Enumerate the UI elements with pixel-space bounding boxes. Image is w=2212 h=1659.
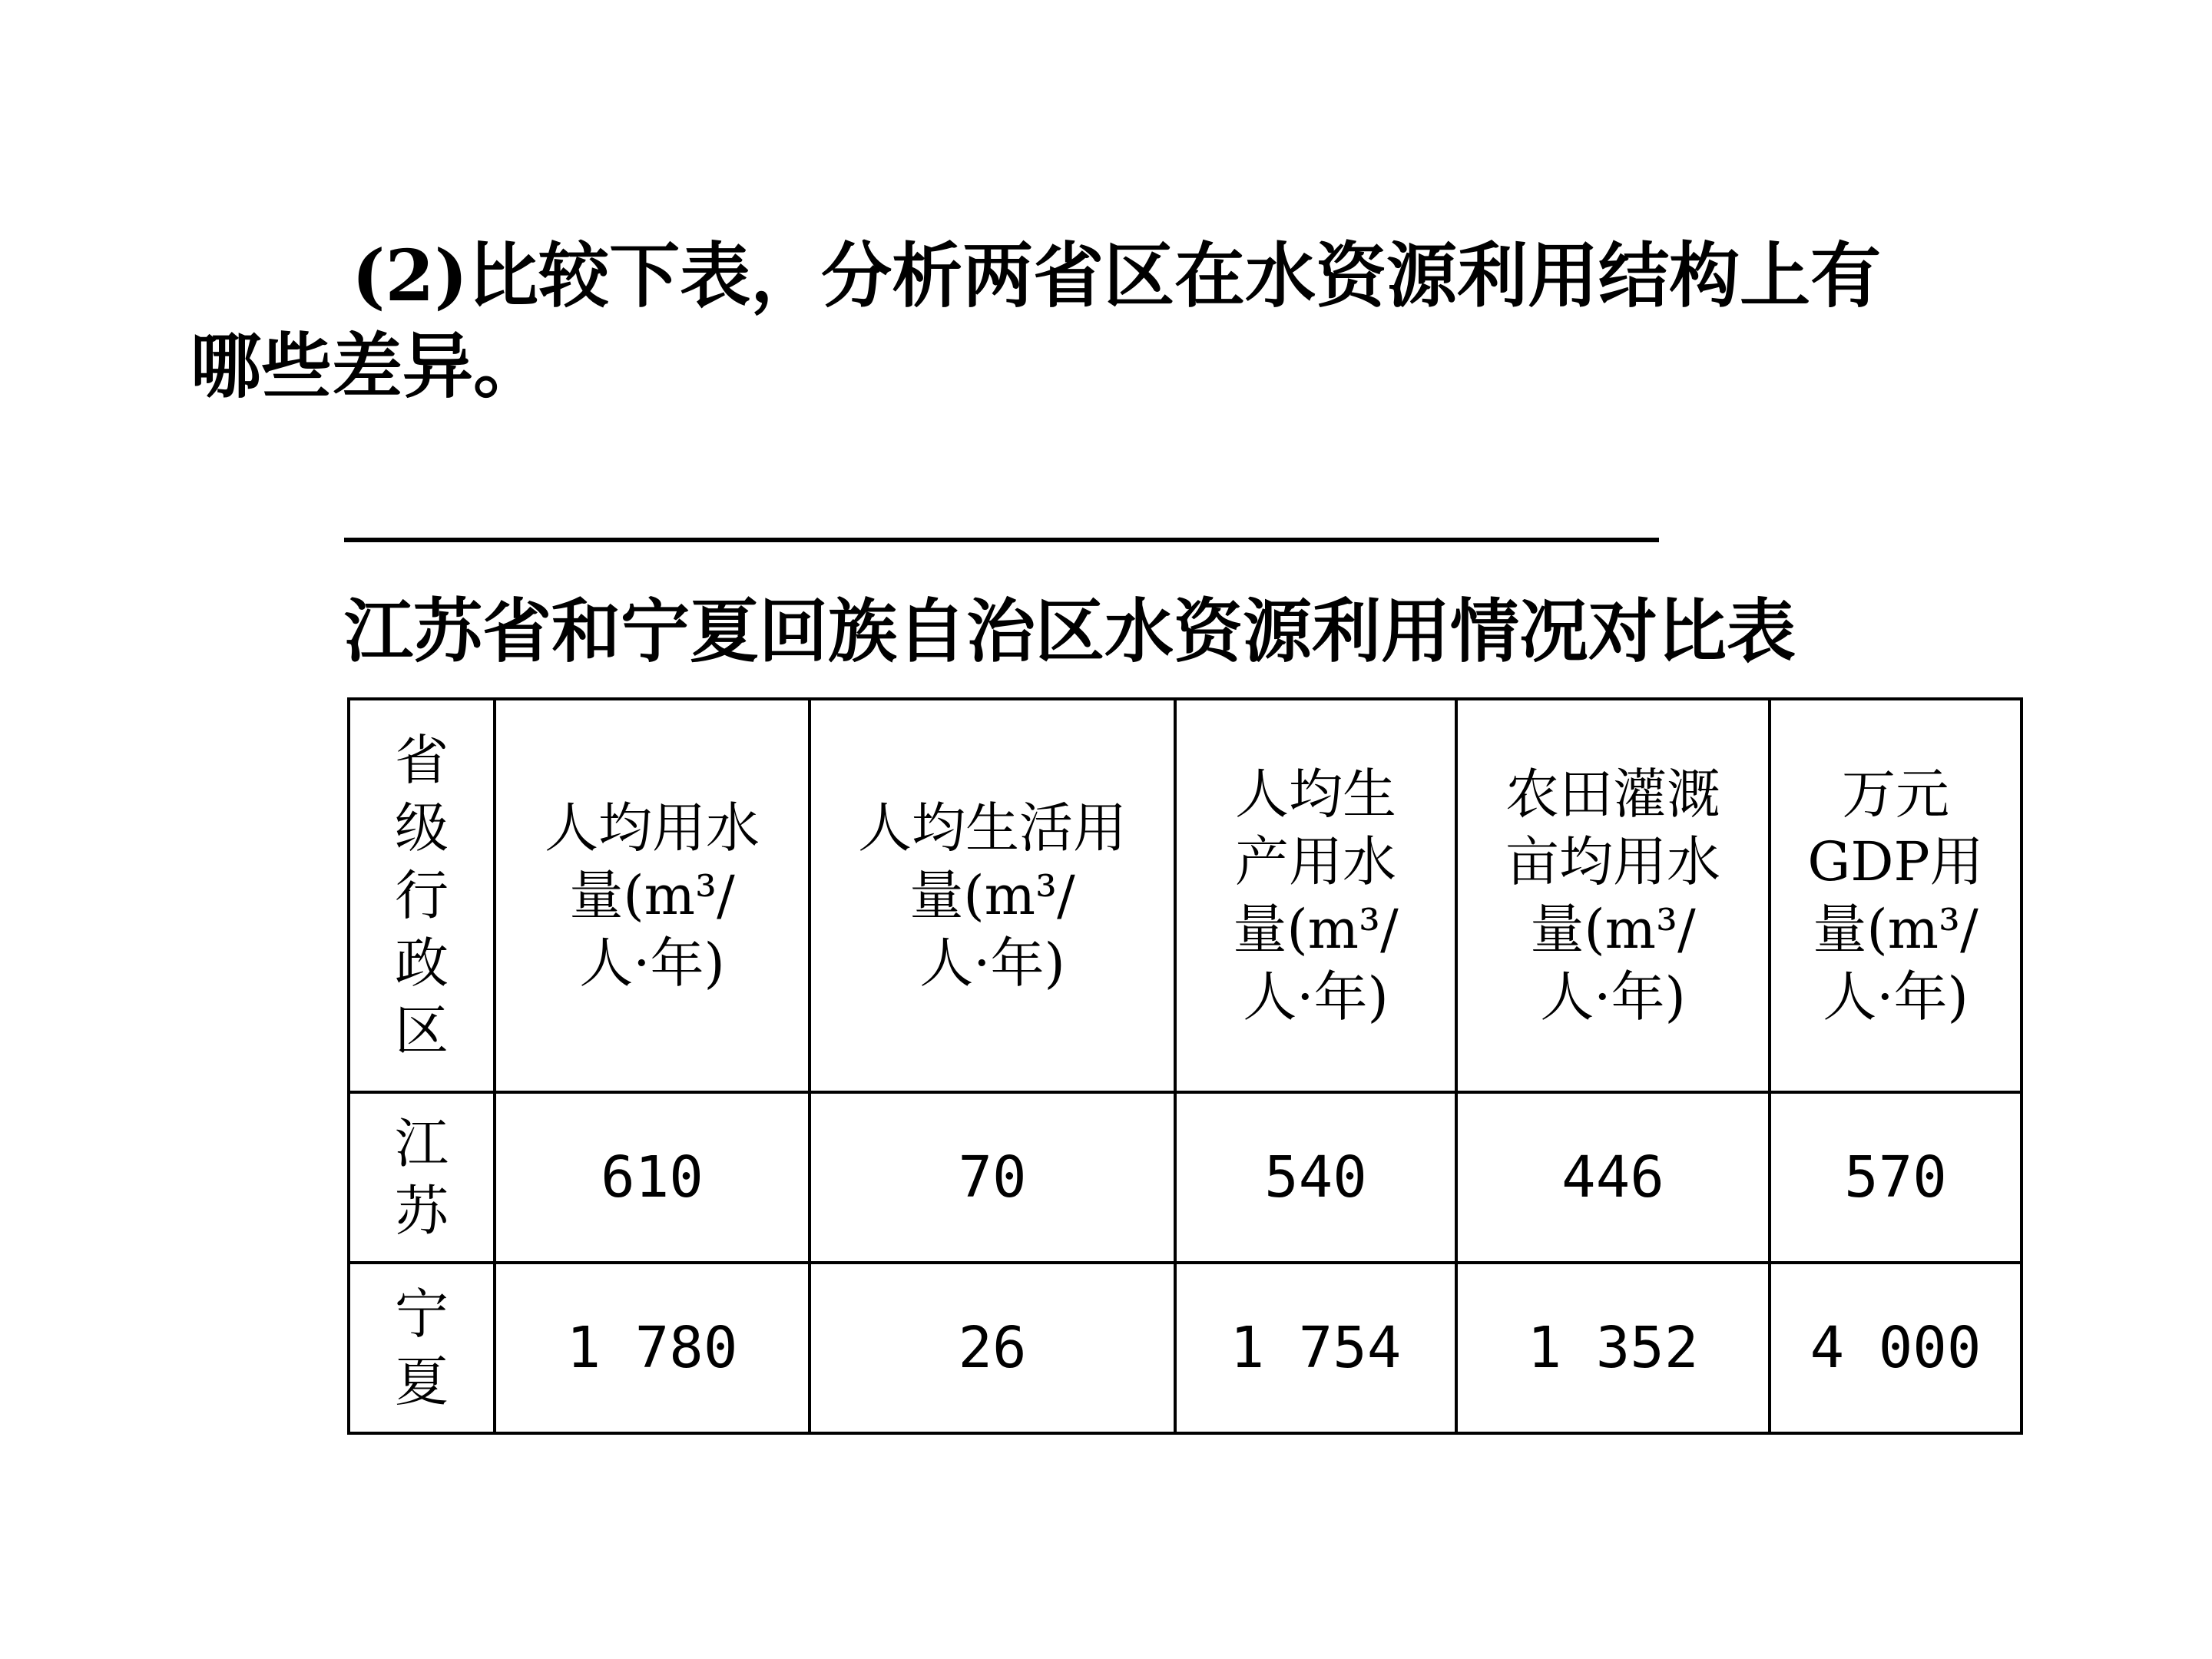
table-row [349,1092,2022,1263]
question-line-2: 哪些差异。 [190,325,545,408]
answer-blank-line [344,538,1659,542]
question-line-1: (2)比较下表，分析两省区在水资源利用结构上有 [352,234,1882,317]
table-cell: 570 [1770,1092,2022,1263]
table-cell: 610 [495,1092,810,1263]
header-cell-per-capita-production: 人均生 产用水 量(m³/ 人·年) [1175,699,1456,1092]
row-label-cell [349,1092,495,1263]
header-cell-per-capita-water: 人均用水 量(m³/ 人·年) [495,699,810,1092]
table-cell: 70 [810,1092,1175,1263]
table-row [349,1263,2022,1433]
table-title: 江苏省和宁夏回族自治区水资源利用情况对比表 [344,591,1796,672]
comparison-table [347,697,2023,1435]
row-label-jiangsu: 江苏 [395,1112,449,1243]
table-header-row [349,699,2022,1092]
table-cell: 26 [810,1263,1175,1433]
question-text [190,230,2049,412]
table-cell: 1 754 [1175,1263,1456,1433]
header-cell-per-10k-gdp: 万元 GDP用 量(m³/ 人·年) [1770,699,2022,1092]
header-cell-region [349,699,495,1092]
table-cell: 540 [1175,1092,1456,1263]
header-region-label: 省级行政区 [395,729,449,1062]
row-label-cell [349,1263,495,1433]
header-cell-irrigation-per-mu: 农田灌溉 亩均用水 量(m³/ 人·年) [1456,699,1770,1092]
table-cell: 4 000 [1770,1263,2022,1433]
table-cell: 446 [1456,1092,1770,1263]
table-cell: 1 352 [1456,1263,1770,1433]
table-cell: 1 780 [495,1263,810,1433]
row-label-ningxia: 宁夏 [395,1283,449,1413]
header-cell-per-capita-domestic: 人均生活用 量(m³/ 人·年) [810,699,1175,1092]
